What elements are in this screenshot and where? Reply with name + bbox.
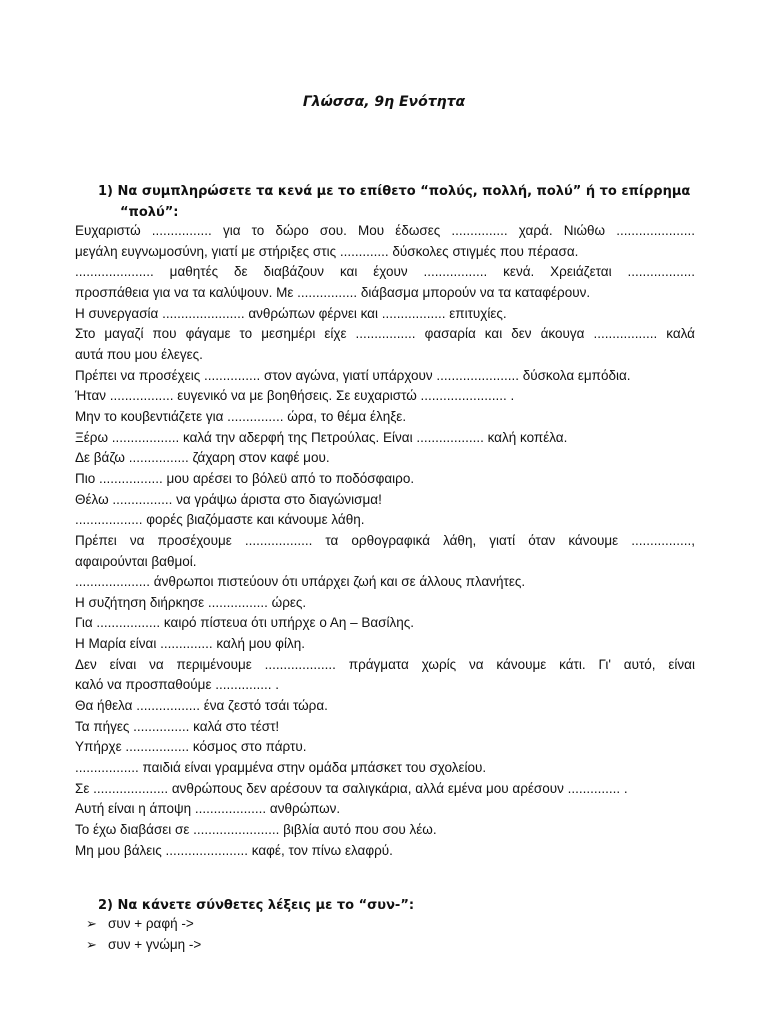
exercise-1-heading-line1: 1) Να συμπληρώσετε τα κενά με το επίθετο “πολύς, πολλή, πολύ” ή το επίρρημα — [98, 184, 691, 199]
sentence-line: Πρέπει να προσέχουμε .................. τα ορθογραφικά λάθη, γιατί όταν κάνουμε ................, — [75, 532, 695, 548]
arrow-bullet-icon: ➢ — [86, 916, 97, 931]
list-item — [86, 913, 201, 934]
sentence-line: Υπήρχε ................. κόσμος στο πάρτυ. — [75, 739, 307, 755]
list-item-text: συν + ραφή -> — [108, 916, 194, 931]
sentence-line: Μην το κουβεντιάζετε για ............... ώρα, το θέμα έληξε. — [75, 408, 407, 424]
sentence-line: Θα ήθελα ................. ένα ζεστό τσάι τώρα. — [75, 698, 328, 714]
exercise-2-heading: 2) Να κάνετε σύνθετες λέξεις με το “συν-”: — [98, 898, 415, 913]
arrow-bullet-icon: ➢ — [86, 937, 97, 952]
sentence-line: αυτά που μου έλεγες. — [75, 346, 203, 362]
sentence-line: .................. φορές βιαζόμαστε και κάνουμε λάθη. — [75, 512, 365, 528]
exercise-1-heading — [98, 181, 694, 223]
sentence-line: Ήταν ................. ευγενικό να με βοηθήσεις. Σε ευχαριστώ ....................... . — [75, 388, 515, 404]
sentence-line: αφαιρούνται βαθμοί. — [75, 553, 197, 569]
exercise-1-sentences — [75, 221, 695, 861]
sentence-line: ..................... μαθητές δε διαβάζουν και έχουν ................. κενά. Χρειάζεται .................. — [75, 264, 695, 280]
sentence-line: καλό να προσπαθούμε ............... . — [75, 677, 279, 693]
sentence-line: Δε βάζω ................ ζάχαρη στον καφέ μου. — [75, 450, 330, 466]
sentence-line: Πρέπει να προσέχεις ............... στον αγώνα, γιατί υπάρχουν ...................... δύσκολα εμπόδια. — [75, 367, 631, 383]
list-item — [86, 934, 201, 955]
page-title: Γλώσσα, 9η Ενότητα — [302, 94, 466, 110]
sentence-line: προσπάθεια για να τα καλύψουν. Με ................ διάβασμα μπορούν να τα καταφέρουν. — [75, 284, 591, 300]
sentence-line: Η συνεργασία ...................... ανθρώπων φέρνει και ................. επιτυχίες. — [75, 305, 507, 321]
sentence-line: μεγάλη ευγνωμοσύνη, γιατί με στήριξες στις ............. δύσκολες στιγμές που πέρασα. — [75, 243, 579, 259]
sentence-line: Μη μου βάλεις ...................... καφέ, τον πίνω ελαφρύ. — [75, 842, 393, 858]
sentence-line: Σε .................... ανθρώπους δεν αρέσουν τα σαλιγκάρια, αλλά εμένα μου αρέσουν .............. . — [75, 780, 628, 796]
sentence-line: Στο μαγαζί που φάγαμε το μεσημέρι είχε ................ φασαρία και δεν άκουγα ................. καλά — [75, 326, 695, 342]
sentence-line: Πιο ................. μου αρέσει το βόλεϋ από το ποδόσφαιρο. — [75, 470, 415, 486]
sentence-line: Τα πήγες ............... καλά στο τέστ! — [75, 718, 280, 734]
exercise-2-list — [86, 913, 201, 955]
sentence-line: Δεν είναι να περιμένουμε ................... πράγματα χωρίς να κάνουμε κάτι. Γι' αυτό, είναι — [75, 656, 695, 672]
sentence-line: Ξέρω .................. καλά την αδερφή της Πετρούλας. Είναι .................. καλή κοπέλα. — [75, 429, 568, 445]
sentence-line: Το έχω διαβάσει σε ....................... βιβλία αυτό που σου λέω. — [75, 822, 437, 838]
sentence-line: Αυτή είναι η άποψη ................... ανθρώπων. — [75, 801, 341, 817]
sentence-line: Για ................. καιρό πίστευα ότι υπήρχε ο Αη – Βασίλης. — [75, 615, 415, 631]
sentence-line: Η Μαρία είναι .............. καλή μου φίλη. — [75, 636, 305, 652]
sentence-line: .................... άνθρωποι πιστεύουν ότι υπάρχει ζωή και σε άλλους πλανήτες. — [75, 574, 526, 590]
sentence-line: Θέλω ................ να γράψω άριστα στο διαγώνισμα! — [75, 491, 382, 507]
list-item-text: συν + γνώμη -> — [108, 937, 202, 952]
sentence-line: Η συζήτηση διήρκησε ................ ώρες. — [75, 594, 307, 610]
sentence-line: ................. παιδιά είναι γραμμένα στην ομάδα μπάσκετ του σχολείου. — [75, 760, 487, 776]
sentence-line: Ευχαριστώ ................ για το δώρο σου. Μου έδωσες ............... χαρά. Νιώθω ..................... — [75, 223, 695, 238]
exercise-1-heading-line2: “πολύ”: — [120, 205, 179, 220]
